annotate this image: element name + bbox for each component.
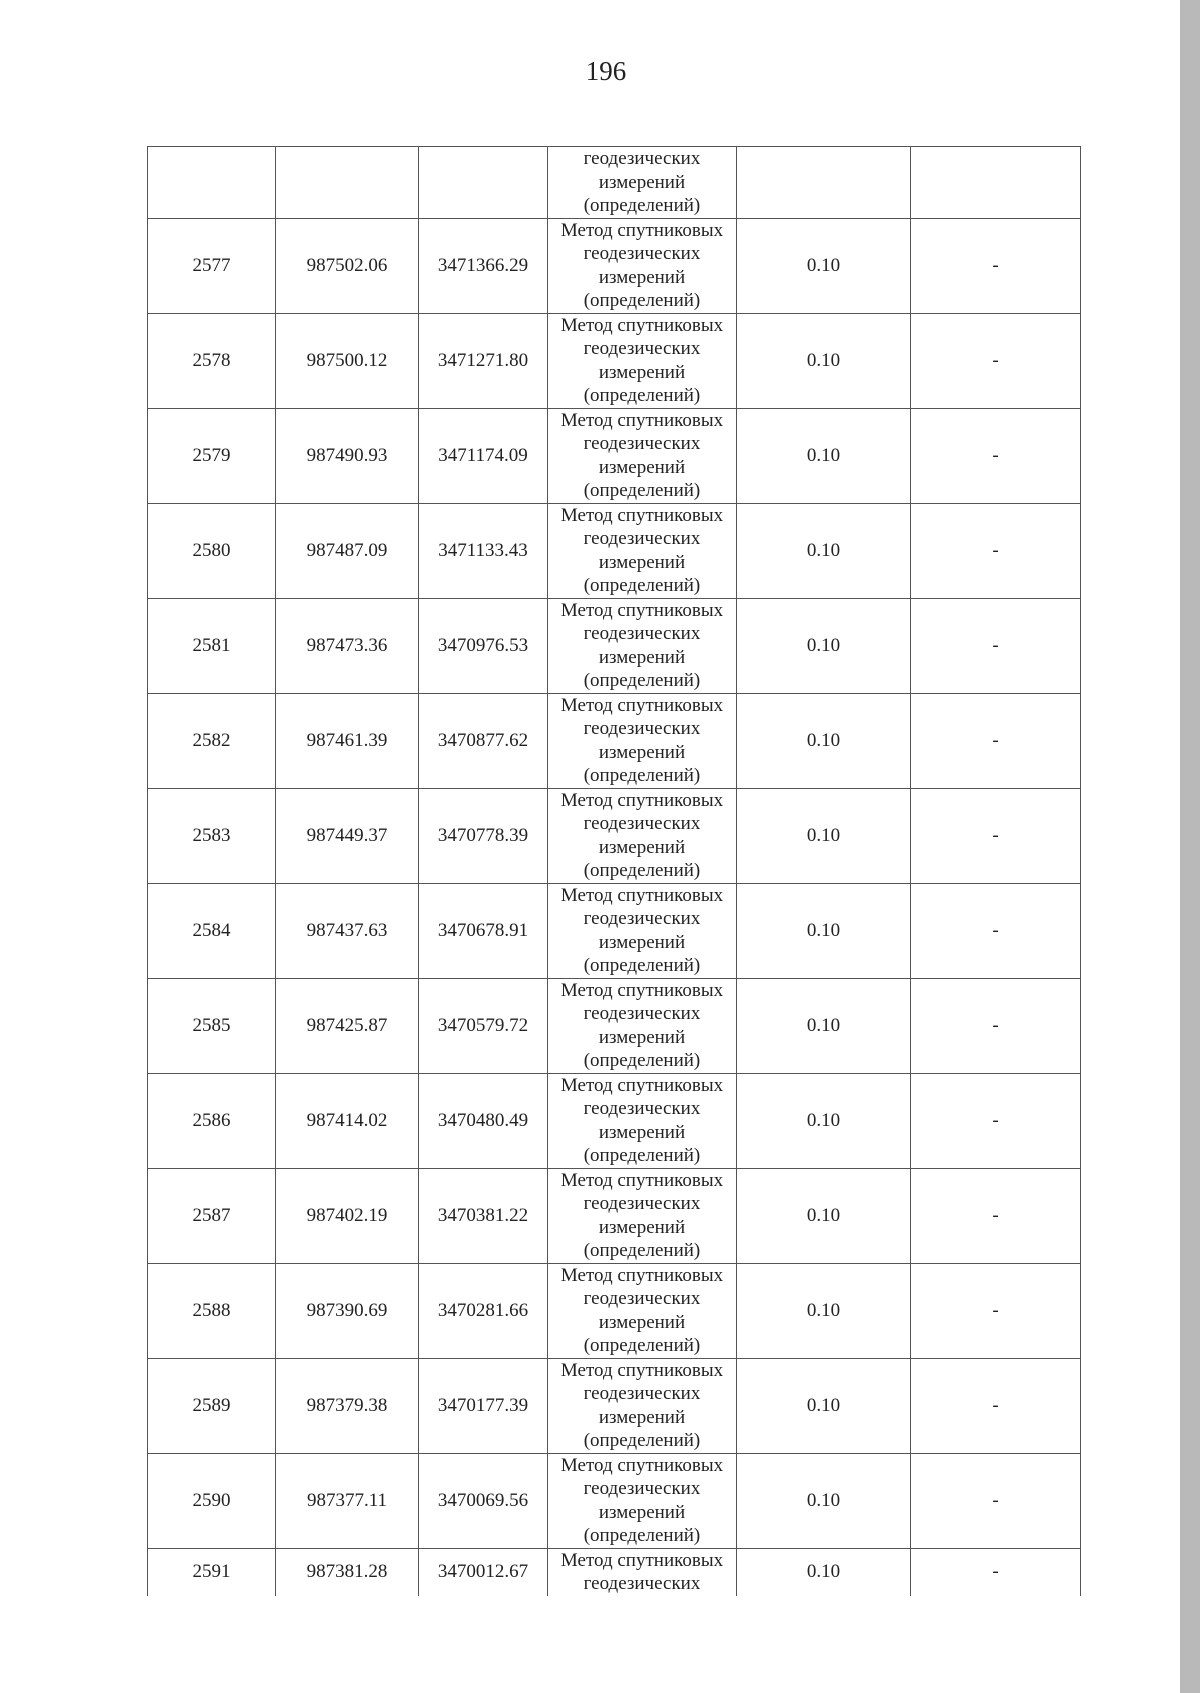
y-coordinate-cell: 3471174.09 [419,408,548,503]
point-id-cell [148,147,276,219]
y-coordinate-cell: 3470480.49 [419,1073,548,1168]
note-cell: - [911,1073,1081,1168]
table-row [148,883,1081,978]
method-line: геодезических [583,1288,701,1309]
y-coordinate-cell: 3470976.53 [419,598,548,693]
point-id-cell: 2577 [148,218,276,313]
table-row [148,1168,1081,1263]
method-line: (определений) [583,860,701,881]
point-id-cell: 2579 [148,408,276,503]
page-number: 196 [585,56,627,86]
table-row [148,503,1081,598]
method-line: измерений [598,551,686,573]
table-row [148,1358,1081,1453]
method-line: (определений) [583,575,701,596]
x-coordinate-cell: 987402.19 [276,1168,419,1263]
note-cell [911,147,1081,219]
method-line: (определений) [583,195,701,216]
accuracy-cell [737,147,911,219]
x-coordinate-cell: 987377.11 [276,1453,419,1548]
y-coordinate-cell: 3470877.62 [419,693,548,788]
method-line: Метод спутниковых [560,599,724,621]
method-line: (определений) [583,1335,701,1356]
method-line: измерений [598,1121,686,1143]
method-cell [548,218,737,313]
x-coordinate-cell: 987449.37 [276,788,419,883]
accuracy-cell: 0.10 [737,883,911,978]
table-row [148,1548,1081,1596]
point-id-cell: 2583 [148,788,276,883]
method-line: Метод спутниковых [560,409,724,431]
method-line: геодезических [583,623,701,644]
method-line: измерений [598,1026,686,1048]
method-line: (определений) [583,765,701,786]
method-cell [548,147,737,219]
y-coordinate-cell: 3470381.22 [419,1168,548,1263]
method-line: (определений) [583,1145,701,1166]
method-line: Метод спутниковых [560,504,724,526]
method-line: измерений [598,456,686,478]
accuracy-cell: 0.10 [737,978,911,1073]
method-line: (определений) [583,1240,701,1261]
y-coordinate-cell: 3470069.56 [419,1453,548,1548]
point-id-cell: 2591 [148,1548,276,1596]
x-coordinate-cell: 987490.93 [276,408,419,503]
accuracy-cell: 0.10 [737,218,911,313]
table-row [148,978,1081,1073]
x-coordinate-cell: 987381.28 [276,1548,419,1596]
method-cell [548,408,737,503]
method-cell [548,503,737,598]
accuracy-cell: 0.10 [737,1548,911,1596]
accuracy-cell: 0.10 [737,788,911,883]
method-cell [548,598,737,693]
table-row [148,408,1081,503]
table-row [148,1073,1081,1168]
accuracy-cell: 0.10 [737,1168,911,1263]
table-row [148,598,1081,693]
x-coordinate-cell: 987500.12 [276,313,419,408]
method-cell [548,693,737,788]
method-line: Метод спутниковых [560,1454,724,1476]
method-line: (определений) [583,290,701,311]
accuracy-cell: 0.10 [737,1358,911,1453]
table-row [148,1453,1081,1548]
accuracy-cell: 0.10 [737,1073,911,1168]
x-coordinate-cell [276,147,419,219]
method-cell [548,313,737,408]
table-row [148,218,1081,313]
method-line: геодезических [583,718,701,739]
method-line: измерений [598,741,686,763]
method-cell [548,1358,737,1453]
point-id-cell: 2580 [148,503,276,598]
method-line: измерений [598,266,686,288]
continuation-row [148,147,1081,219]
method-line: Метод спутниковых [560,1549,724,1571]
accuracy-cell: 0.10 [737,313,911,408]
y-coordinate-cell: 3470177.39 [419,1358,548,1453]
method-line: (определений) [583,955,701,976]
x-coordinate-cell: 987414.02 [276,1073,419,1168]
method-line: геодезических [583,338,701,359]
method-line: геодезических [583,528,701,549]
note-cell: - [911,693,1081,788]
method-line: Метод спутниковых [560,314,724,336]
method-line: (определений) [583,1525,701,1546]
point-id-cell: 2581 [148,598,276,693]
accuracy-cell: 0.10 [737,1453,911,1548]
point-id-cell: 2584 [148,883,276,978]
y-coordinate-cell: 3471271.80 [419,313,548,408]
accuracy-cell: 0.10 [737,598,911,693]
method-line: измерений [598,361,686,383]
method-line: геодезических [583,433,701,454]
method-line: геодезических [583,908,701,929]
note-cell: - [911,1358,1081,1453]
method-line: геодезических [583,813,701,834]
method-line: Метод спутниковых [560,1359,724,1381]
note-cell: - [911,788,1081,883]
method-line: геодезических [583,148,701,169]
method-cell [548,1263,737,1358]
note-cell: - [911,408,1081,503]
x-coordinate-cell: 987473.36 [276,598,419,693]
method-cell [548,1168,737,1263]
method-line: Метод спутниковых [560,979,724,1001]
table-row [148,1263,1081,1358]
point-id-cell: 2585 [148,978,276,1073]
note-cell: - [911,978,1081,1073]
method-line: измерений [598,171,686,193]
x-coordinate-cell: 987379.38 [276,1358,419,1453]
note-cell: - [911,1168,1081,1263]
accuracy-cell: 0.10 [737,693,911,788]
method-cell [548,788,737,883]
method-line: геодезических [583,1098,701,1119]
method-line: (определений) [583,480,701,501]
method-cell [548,1073,737,1168]
method-line: Метод спутниковых [560,884,724,906]
note-cell: - [911,1263,1081,1358]
method-line: геодезических [583,1383,701,1404]
y-coordinate-cell: 3470579.72 [419,978,548,1073]
method-line: измерений [598,646,686,668]
accuracy-cell: 0.10 [737,503,911,598]
method-line: Метод спутниковых [560,1074,724,1096]
point-id-cell: 2582 [148,693,276,788]
note-cell: - [911,503,1081,598]
table-row [148,693,1081,788]
method-line: (определений) [583,1430,701,1451]
scan-edge [1180,0,1200,1693]
note-cell: - [911,218,1081,313]
y-coordinate-cell: 3471133.43 [419,503,548,598]
x-coordinate-cell: 987487.09 [276,503,419,598]
point-id-cell: 2586 [148,1073,276,1168]
method-line: (определений) [583,1050,701,1071]
method-line: измерений [598,931,686,953]
method-line: Метод спутниковых [560,219,724,241]
method-line: измерений [598,836,686,858]
method-line: измерений [598,1311,686,1333]
method-line: измерений [598,1406,686,1428]
y-coordinate-cell: 3470281.66 [419,1263,548,1358]
method-line: измерений [598,1501,686,1523]
method-cell [548,1548,737,1596]
method-line: Метод спутниковых [560,1169,724,1191]
x-coordinate-cell: 987390.69 [276,1263,419,1358]
method-line: геодезических [583,1478,701,1499]
accuracy-cell: 0.10 [737,1263,911,1358]
method-line: Метод спутниковых [560,1264,724,1286]
x-coordinate-cell: 987437.63 [276,883,419,978]
method-cell [548,1453,737,1548]
point-id-cell: 2587 [148,1168,276,1263]
x-coordinate-cell: 987461.39 [276,693,419,788]
y-coordinate-cell: 3471366.29 [419,218,548,313]
point-id-cell: 2590 [148,1453,276,1548]
coordinates-table [147,146,1081,1596]
method-line: (определений) [583,670,701,691]
point-id-cell: 2578 [148,313,276,408]
method-line: Метод спутниковых [560,694,724,716]
method-line: (определений) [583,385,701,406]
y-coordinate-cell: 3470678.91 [419,883,548,978]
note-cell: - [911,883,1081,978]
method-line: измерений [598,1216,686,1238]
method-line: Метод спутниковых [560,789,724,811]
x-coordinate-cell: 987425.87 [276,978,419,1073]
note-cell: - [911,1453,1081,1548]
note-cell: - [911,313,1081,408]
y-coordinate-cell: 3470778.39 [419,788,548,883]
accuracy-cell: 0.10 [737,408,911,503]
method-line: геодезических [583,1193,701,1214]
y-coordinate-cell: 3470012.67 [419,1548,548,1596]
table-row [148,313,1081,408]
note-cell: - [911,1548,1081,1596]
method-cell [548,978,737,1073]
table-body [148,147,1081,1596]
table-row [148,788,1081,883]
method-line: геодезических [583,1003,701,1024]
point-id-cell: 2589 [148,1358,276,1453]
note-cell: - [911,598,1081,693]
x-coordinate-cell: 987502.06 [276,218,419,313]
method-line: геодезических [583,243,701,264]
method-cell [548,883,737,978]
method-line: геодезических [583,1573,701,1594]
point-id-cell: 2588 [148,1263,276,1358]
y-coordinate-cell [419,147,548,219]
